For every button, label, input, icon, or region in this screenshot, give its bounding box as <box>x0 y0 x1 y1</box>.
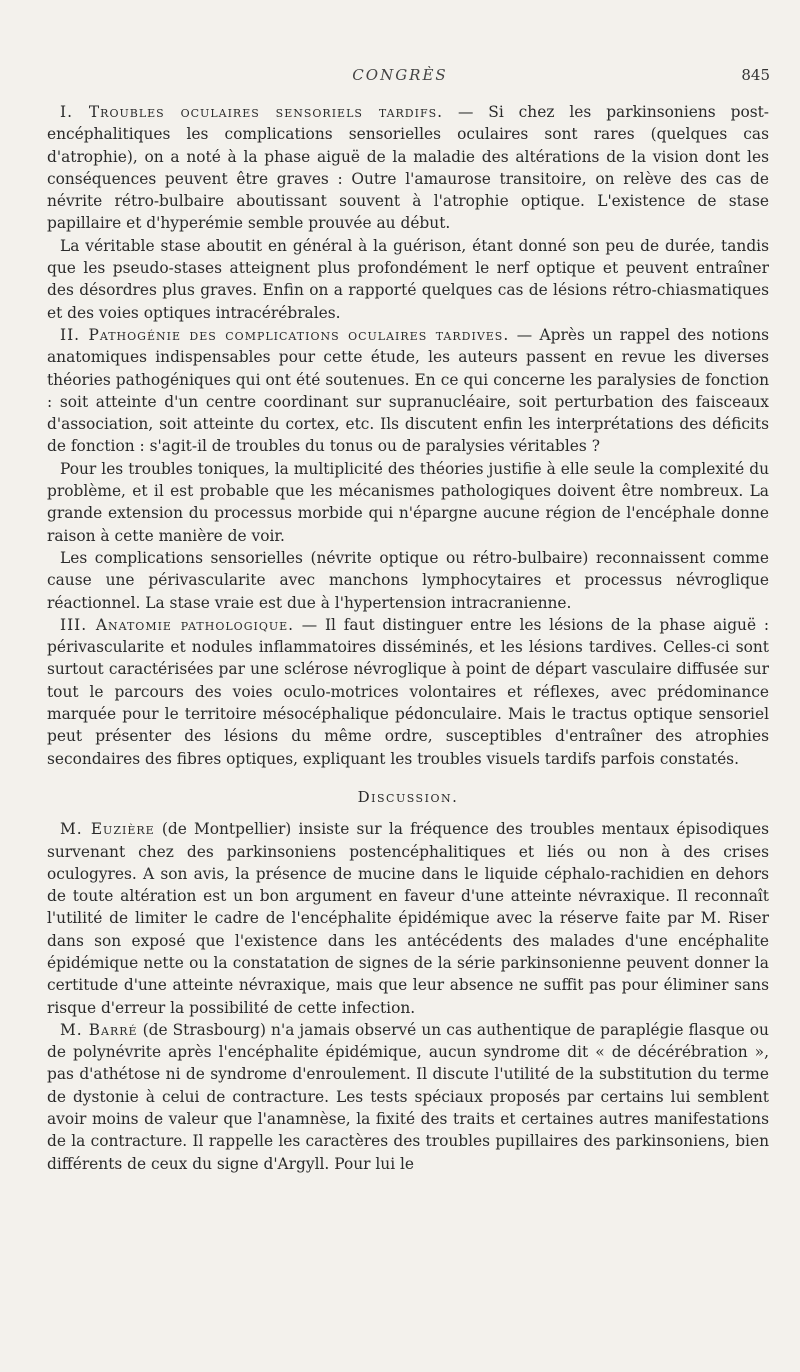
paragraph-text: Pour les troubles toniques, la multiplicité des théories justifie à elle seule la complexité du problème, et il est probable que les mécanismes pathologiques doivent être nombreux. La grande extension du processus morbide qui n'épargne aucune région de l'encéphale donne raison à cette manière de voir. <box>47 459 769 545</box>
paragraph-text: — Après un rappel des notions anatomiques indispensables pour cette étude, les auteurs passent en revue les diverses théories pathogéniques qui ont été soutenues. En ce qui concerne les paralysies de fonction : soit atteinte d'un centre coordinant sur supranucléaire, soit perturbation des faisceaux d'association, soit atteinte du cortex, etc. Ils discutent enfin les interprétations des déficits de fonction : s'agit-il de troubles du tonus ou de paralysies véritables ? <box>47 325 770 456</box>
discussion-paragraph <box>47 1019 769 1175</box>
page-number: 845 <box>741 66 770 84</box>
paragraph-text: La véritable stase aboutit en général à la guérison, étant donné son peu de durée, tandis que les pseudo-stases atteignent plus profondément le nerf optique et peuvent entraîner des désordres plus graves. Enfin on a rapporté quelques cas de lésions rétro-chiasmatiques et des voies optiques intracérébrales. <box>47 236 769 322</box>
paragraph-text: Les complications sensorielles (névrite optique ou rétro-bulbaire) reconnaissent comme cause une périvascularite avec manchons lymphocytaires et processus névroglique réactionnel. La stase vraie est due à l'hypertension intracranienne. <box>47 548 769 612</box>
discussion-heading: Discussion. <box>357 787 459 806</box>
section-heading: III. Anatomie pathologique. <box>60 615 295 634</box>
paragraph-text: — Il faut distinguer entre les lésions de la phase aiguë : périvascularite et nodules inflammatoires disséminés, et les lésions tardives. Celles-ci sont surtout caractérisées par une sclérose névroglique à point de départ vasculaire diffusée sur tout le parcours des voies oculo-motrices volontaires et réflexes, avec prédominance marquée pour le territoire mésocéphalique pédonculaire. Mais le tractus optique sensoriel peut présenter des lésions du même ordre, susceptibles d'entraîner des atrophies secondaires des fibres optiques, expliquant les troubles visuels tardifs parfois constatés. <box>47 615 769 768</box>
paragraph <box>47 547 769 614</box>
section-heading: I. Troubles oculaires sensoriels tardifs. <box>60 103 444 121</box>
paragraph <box>47 235 769 324</box>
body-text <box>47 101 769 1175</box>
paragraph-text: — Si chez les parkinsoniens post-encéphalitiques les complications sensorielles oculaires sont rares (quelques cas d'atrophie), on a noté à la phase aiguë de la maladie des altérations de la vision dont les conséquences peuvent être graves : Outre l'amaurose transitoire, on relève des cas de névrite rétro-bulbaire aboutissant souvent à l'atrophie optique. L'existence de stase papillaire et d'hyperémie semble prouvée au début. <box>47 103 769 233</box>
discussion-paragraph <box>47 818 769 1019</box>
paragraph-section-1 <box>47 101 769 235</box>
paragraph-text: (de Strasbourg) n'a jamais observé un cas authentique de paraplégie flasque ou de polynévrite après l'encéphalite épidémique, aucun syndrome dit « de décérébration », pas d'athétose ni de syndrome d'enroulement. Il discute l'utilité de la substitution du terme de dystonie à celui de contracture. Les tests spéciaux proposés par certains lui semblent avoir moins de valeur que l'anamnèse, la fixité des traits et certaines autres manifestations de la contracture. Il rappelle les caractères des troubles pupillaires des parkinsoniens, bien différents de ceux du signe d'Argyll. Pour lui le <box>47 1020 769 1173</box>
speaker-name: M. Euzière <box>60 820 155 839</box>
running-title: CONGRÈS <box>352 66 448 84</box>
paragraph-section-3 <box>47 614 769 770</box>
paragraph <box>47 458 769 547</box>
speaker-name: M. Barré <box>60 1020 138 1039</box>
section-heading: II. Pathogénie des complications oculaires tardives. <box>60 325 510 344</box>
page-header <box>0 66 800 88</box>
paragraph-text: (de Montpellier) insiste sur la fréquence des troubles mentaux épisodiques survenant chez des parkinsoniens postencéphalitiques et liés ou non à des crises oculogyres. A son avis, la présence de mucine dans le liquide céphalo-rachidien en dehors de toute altération est un bon argument en faveur d'une atteinte névraxique. Il reconnaît l'utilité de limiter le cadre de l'encéphalite épidémique avec la réserve faite par M. Riser dans son exposé que l'existence dans les antécédents des malades d'une encéphalite épidémique nette ou la constatation de signes de la série parkinsonienne peuvent donner la certitude d'une atteinte névraxique, mais que leur absence ne suffit pas pour éliminer sans risque d'erreur la possibilité de cette infection. <box>47 820 769 1017</box>
paragraph-section-2 <box>47 324 769 458</box>
